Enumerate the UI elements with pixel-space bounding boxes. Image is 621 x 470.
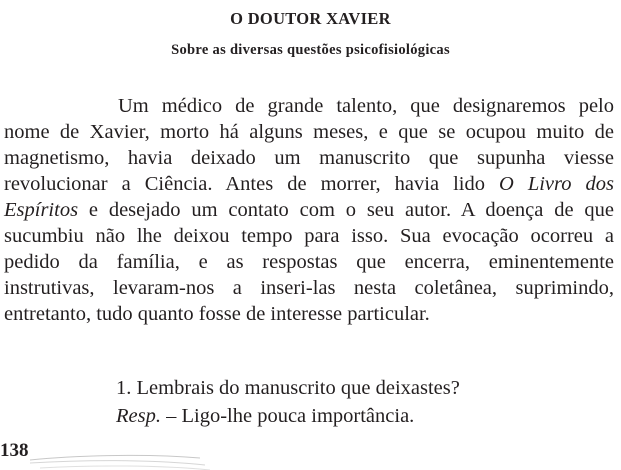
paragraph-line: [4, 171, 614, 197]
paragraph-line: entretanto, tudo quanto fosse de interesse particular.: [4, 303, 430, 325]
paragraph-line: nome de Xavier, morto há alguns meses, e que se ocupou muito de: [4, 121, 614, 143]
body-paragraph: [4, 93, 614, 327]
book-title-italic: Espíritos: [4, 199, 79, 221]
answer-text: – Ligo-lhe pouca importância.: [166, 405, 415, 427]
question-text: 1. Lembrais do manuscrito que deixastes?: [116, 377, 460, 399]
answer-row: [116, 402, 460, 430]
paragraph-line: [4, 197, 614, 223]
chapter-subtitle: Sobre as diversas questões psicofisiológicas: [171, 42, 450, 58]
paragraph-line: pedido da família, e as respostas que encerra, eminentemente: [4, 251, 614, 273]
answer-label: Resp.: [116, 405, 161, 427]
book-title-italic: O Livro dos: [499, 173, 615, 195]
paragraph-line: Um médico de grande talento, que designaremos pelo: [118, 95, 614, 117]
paragraph-line: sucumbiu não lhe deixou tempo para isso. Sua evocação ocorreu a: [4, 225, 614, 247]
paragraph-text: revolucionar a Ciência. Antes de morrer, havia lido: [4, 173, 485, 195]
question-answer-block: [116, 374, 460, 430]
chapter-title: O DOUTOR XAVIER: [230, 9, 391, 28]
page-corner-ornament: [0, 440, 621, 470]
paragraph-line: instrutivas, levaram-nos a inseri-las nesta coletânea, suprimindo,: [4, 277, 614, 299]
paragraph-text: e desejado um contato com o seu autor. A doença de que: [88, 199, 614, 221]
page-number: 138: [0, 440, 29, 461]
paragraph-line: magnetismo, havia deixado um manuscrito que supunha viesse: [4, 147, 614, 169]
